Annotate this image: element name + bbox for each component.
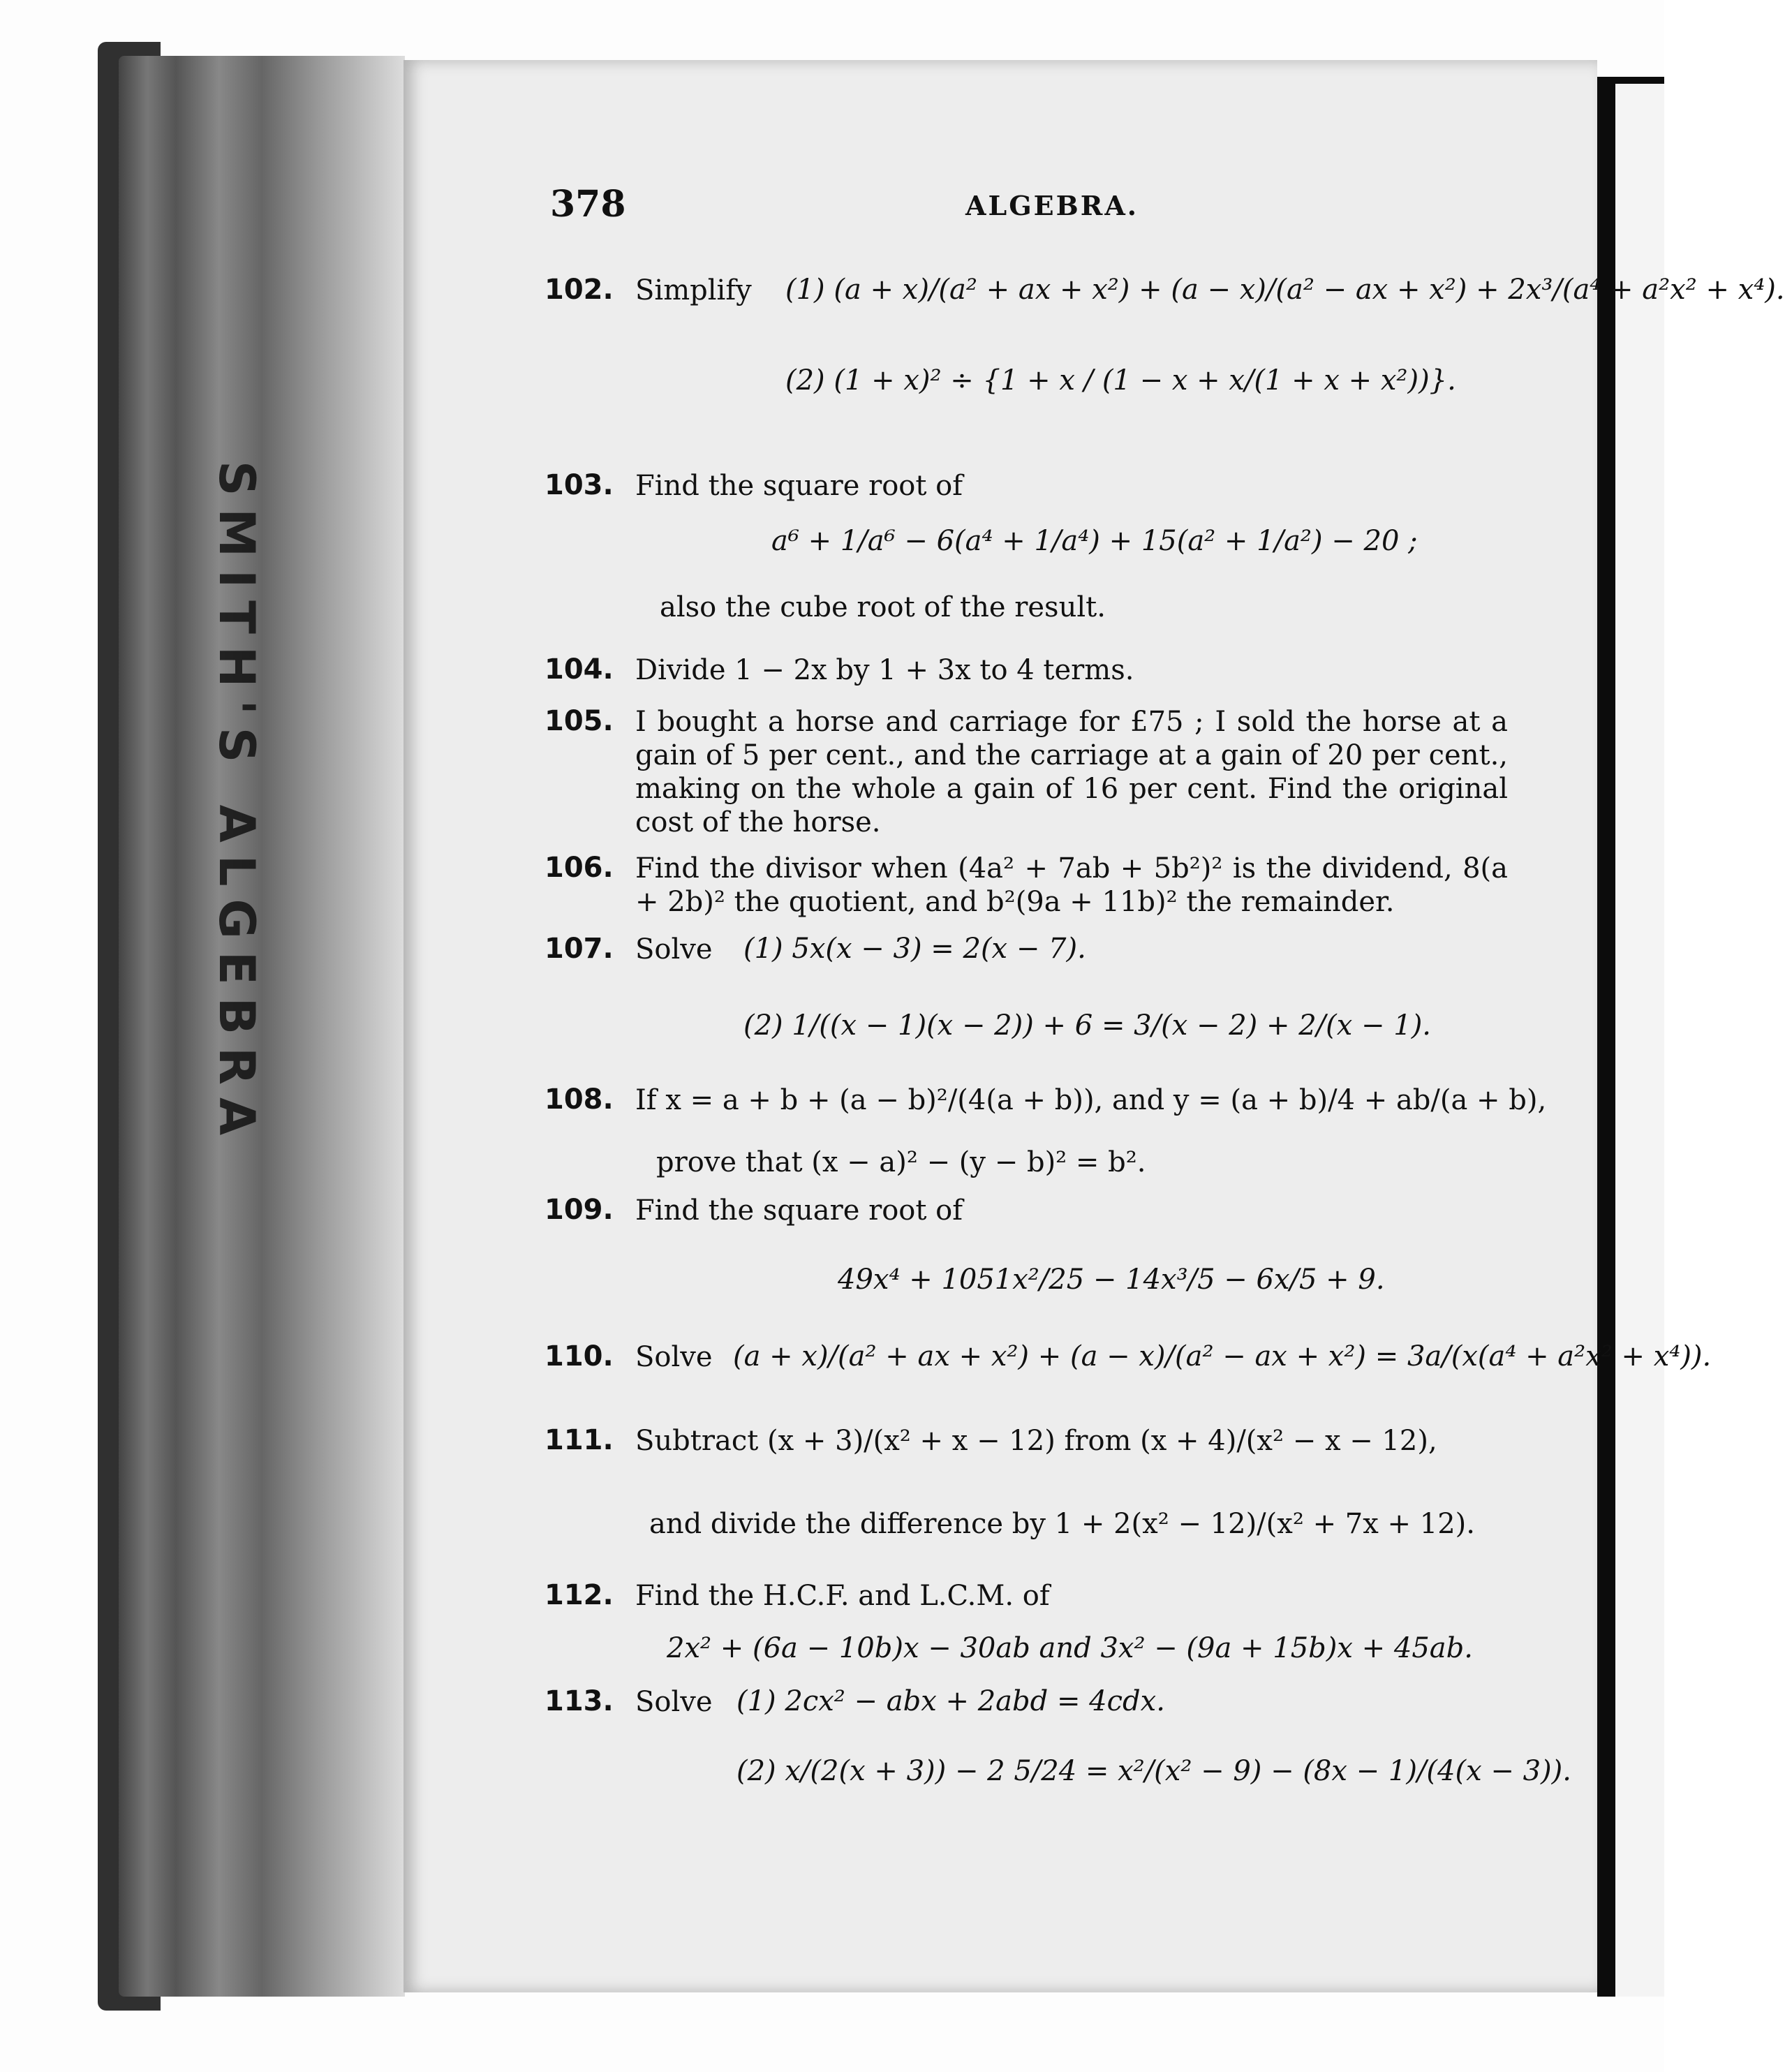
problem-number: 111. (545, 1424, 614, 1456)
page-number: 378 (550, 183, 626, 225)
problem-text: Subtract (x + 3)/(x² + x − 12) from (x + 4)/(x² − x − 12), (635, 1425, 1437, 1457)
problem-text: Find the square root of (635, 1194, 963, 1227)
problem-text: Solve (635, 933, 713, 965)
problem-number: 107. (545, 933, 614, 965)
problem-text: Find the square root of (635, 470, 963, 502)
problem-text: Solve (635, 1341, 713, 1373)
problem-continuation: prove that (x − a)² − (y − b)² = b². (656, 1146, 1146, 1178)
problem-number: 109. (545, 1194, 614, 1226)
problem-part: (2) 1/((x − 1)(x − 2)) + 6 = 3/(x − 2) + 2/(x − 1). (743, 1009, 1432, 1042)
problem-number: 104. (545, 653, 614, 686)
running-title: ALGEBRA. (965, 190, 1139, 221)
problem-number: 106. (545, 852, 614, 884)
problem-expression: (a + x)/(a² + ax + x²) + (a − x)/(a² − ax + x²) = 3a/(x(a⁴ + a²x² + x⁴)). (733, 1340, 1712, 1372)
problem-text: Solve (635, 1686, 713, 1718)
problem-text: Find the H.C.F. and L.C.M. of (635, 1580, 1050, 1612)
problem-expression: 2x² + (6a − 10b)x − 30ab and 3x² − (9a + 15b)x + 45ab. (667, 1632, 1473, 1664)
problem-number: 112. (545, 1579, 614, 1611)
page-header (550, 183, 1527, 225)
problem-expression: 49x⁴ + 1051x²/25 − 14x³/5 − 6x/5 + 9. (838, 1264, 1385, 1296)
problem-part: (2) (1 + x)² ÷ {1 + x / (1 − x + x/(1 + x + x²))}. (785, 364, 1456, 397)
problem-part: (1) 2cx² − abx + 2abd = 4cdx. (736, 1685, 1165, 1717)
problem-part: (1) (a + x)/(a² + ax + x²) + (a − x)/(a² − ax + x²) + 2x³/(a⁴ + a²x² + x⁴). (785, 274, 1785, 306)
problem-expression: a⁶ + 1/a⁶ − 6(a⁴ + 1/a⁴) + 15(a² + 1/a²) − 20 ; (771, 525, 1418, 557)
problem-number: 110. (545, 1340, 614, 1372)
problem-number: 103. (545, 469, 614, 501)
problem-text: Divide 1 − 2x by 1 + 3x to 4 terms. (635, 654, 1134, 686)
problem-number: 105. (545, 705, 614, 737)
right-margin (1615, 84, 1664, 1997)
problem-text: I bought a horse and carriage for £75 ; I sold the horse at a gain of 5 per cent., and the carriage at a gain of 20 per cent., making on the whole a gain of 16 per cent. Find the original cost of the horse. (635, 706, 1508, 838)
problem-part: (1) 5x(x − 3) = 2(x − 7). (743, 933, 1086, 965)
problem-continuation: also the cube root of the result. (660, 591, 1106, 623)
problem-text: Find the divisor when (4a² + 7ab + 5b²)² is the dividend, 8(a + 2b)² the quotient, and b²(9a + 11b)² the remainder. (635, 852, 1508, 918)
problem-number: 113. (545, 1685, 614, 1717)
problem-part: (2) x/(2(x + 3)) − 2 5/24 = x²/(x² − 9) − (8x − 1)/(4(x − 3)). (736, 1755, 1571, 1787)
spine-text: SMITH'S ALGEBRA (208, 461, 265, 1148)
problem-number: 102. (545, 274, 614, 306)
problem-text: If x = a + b + (a − b)²/(4(a + b)), and y = (a + b)/4 + ab/(a + b), (635, 1084, 1547, 1116)
problem-number: 108. (545, 1083, 614, 1116)
problem-text: Simplify (635, 274, 752, 306)
problem-continuation: and divide the difference by 1 + 2(x² − 12)/(x² + 7x + 12). (649, 1508, 1475, 1540)
